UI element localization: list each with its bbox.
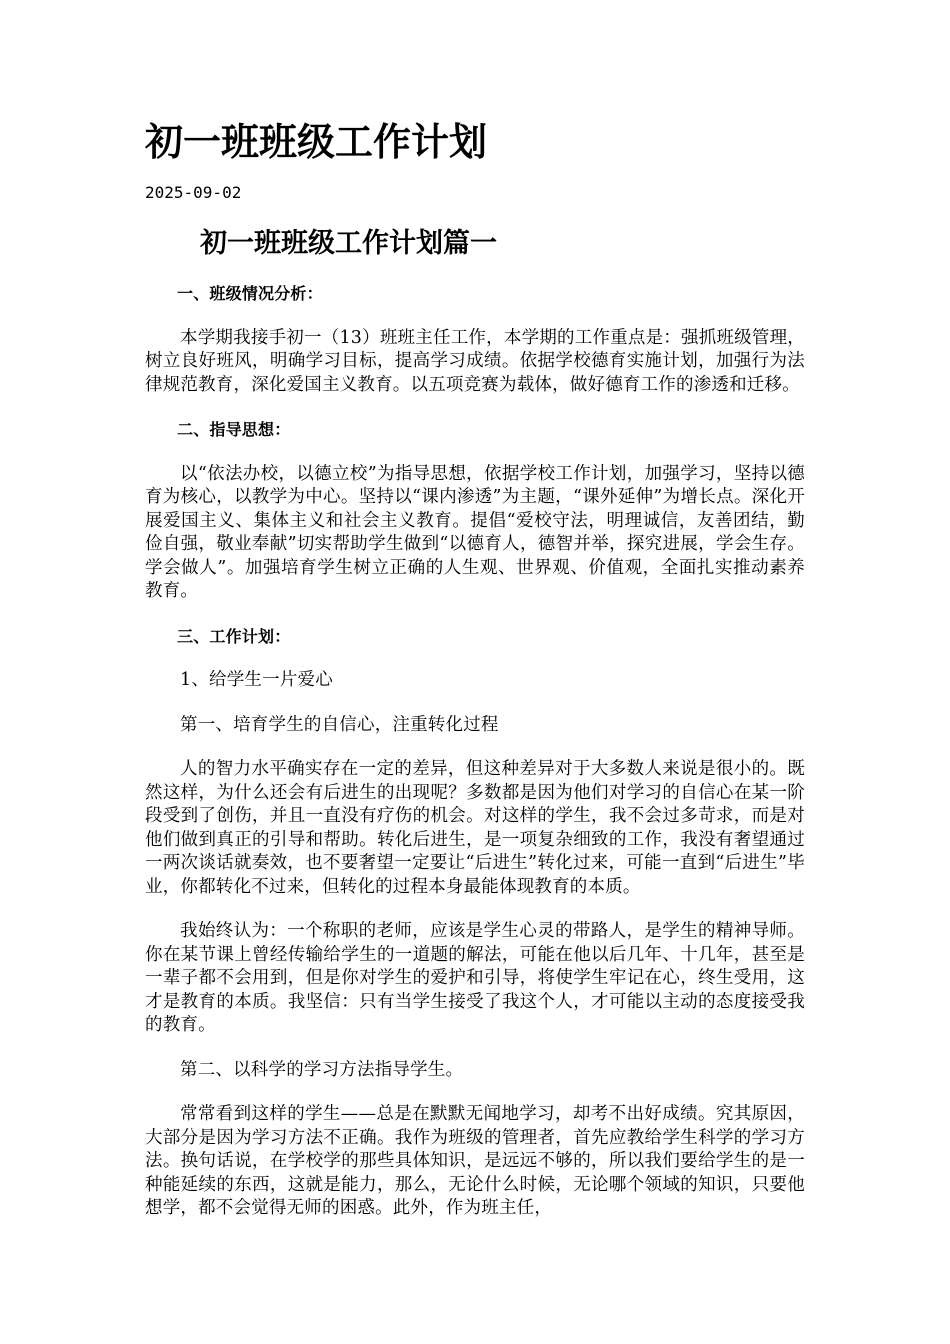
document-subtitle: 初一班班级工作计划篇一 <box>200 228 497 259</box>
paragraph: 人的智力水平确实存在一定的差异，但这种差异对于大多数人来说是很小的。既然这样，为什么还会有后进生的出现呢？多数都是因为他们对学习的自信心在某一阶段受到了创伤，并且一直没有疗伤的机会。对这样的学生，我不会过多苛求，而是对他们做到真正的引导和帮助。转化后进生，是一项复杂细致的工作，我没有奢望通过一两次谈话就奏效，也不要奢望一定要让“后进生”转化过来，可能一直到“后进生”毕业，你都转化不过来，但转化的过程本身最能体现教育的本质。 <box>145 759 805 897</box>
section-heading: 二、指导思想： <box>177 420 291 439</box>
paragraph: 本学期我接手初一（13）班班主任工作，本学期的工作重点是：强抓班级管理，树立良好班风，明确学习目标，提高学习成绩。依据学校德育实施计划，加强行为法律规范教育，深化爱国主义教育。以五项竞赛为载体，做好德育工作的渗透和迁移。 <box>145 327 805 395</box>
document-body <box>145 282 805 1242</box>
paragraph: 以“依法办校，以德立校”为指导思想，依据学校工作计划，加强学习，坚持以德育为核心，以教学为中心。坚持以“课内渗透”为主题，“课外延伸”为增长点。深化开展爱国主义、集体主义和社会主义教育。提倡“爱校守法，明理诚信，友善团结，勤俭自强，敬业奉献”切实帮助学生做到“以德育人，德智并举，探究进展，学会生存。学会做人”。加强培育学生树立正确的人生观、世界观、价值观，全面扎实推动素养教育。 <box>145 463 805 601</box>
paragraph: 我始终认为：一个称职的老师，应该是学生心灵的带路人，是学生的精神导师。你在某节课上曾经传输给学生的一道题的解法，可能在他以后几年、十几年，甚至是一辈子都不会用到，但是你对学生的爱护和引导，将使学生牢记在心，终生受用，这才是教育的本质。我坚信：只有当学生接受了我这个人，才可能以主动的态度接受我的教育。 <box>145 921 805 1035</box>
paragraph: 1、给学生一片爱心 <box>180 670 333 690</box>
document-title: 初一班班级工作计划 <box>145 119 488 164</box>
paragraph: 第二、以科学的学习方法指导学生。 <box>180 1059 464 1080</box>
paragraph: 常常看到这样的学生——总是在默默无闻地学习，却考不出好成绩。究其原因，大部分是因为学习方法不正确。我作为班级的管理者，首先应教给学生科学的学习方法。换句话说，在学校学的那些具体知识，是远远不够的，所以我们要给学生的是一种能延续的东西，这就是能力，那么，无论什么时候，无论哪个领域的知识，只要他想学，都不会觉得无师的困惑。此外，作为班主任， <box>145 1104 805 1218</box>
document-date: 2025-09-02 <box>145 183 242 202</box>
section-heading: 三、工作计划： <box>177 626 291 646</box>
section-heading: 一、班级情况分析： <box>177 284 323 303</box>
paragraph: 第一、培育学生的自信心，注重转化过程 <box>180 714 499 735</box>
